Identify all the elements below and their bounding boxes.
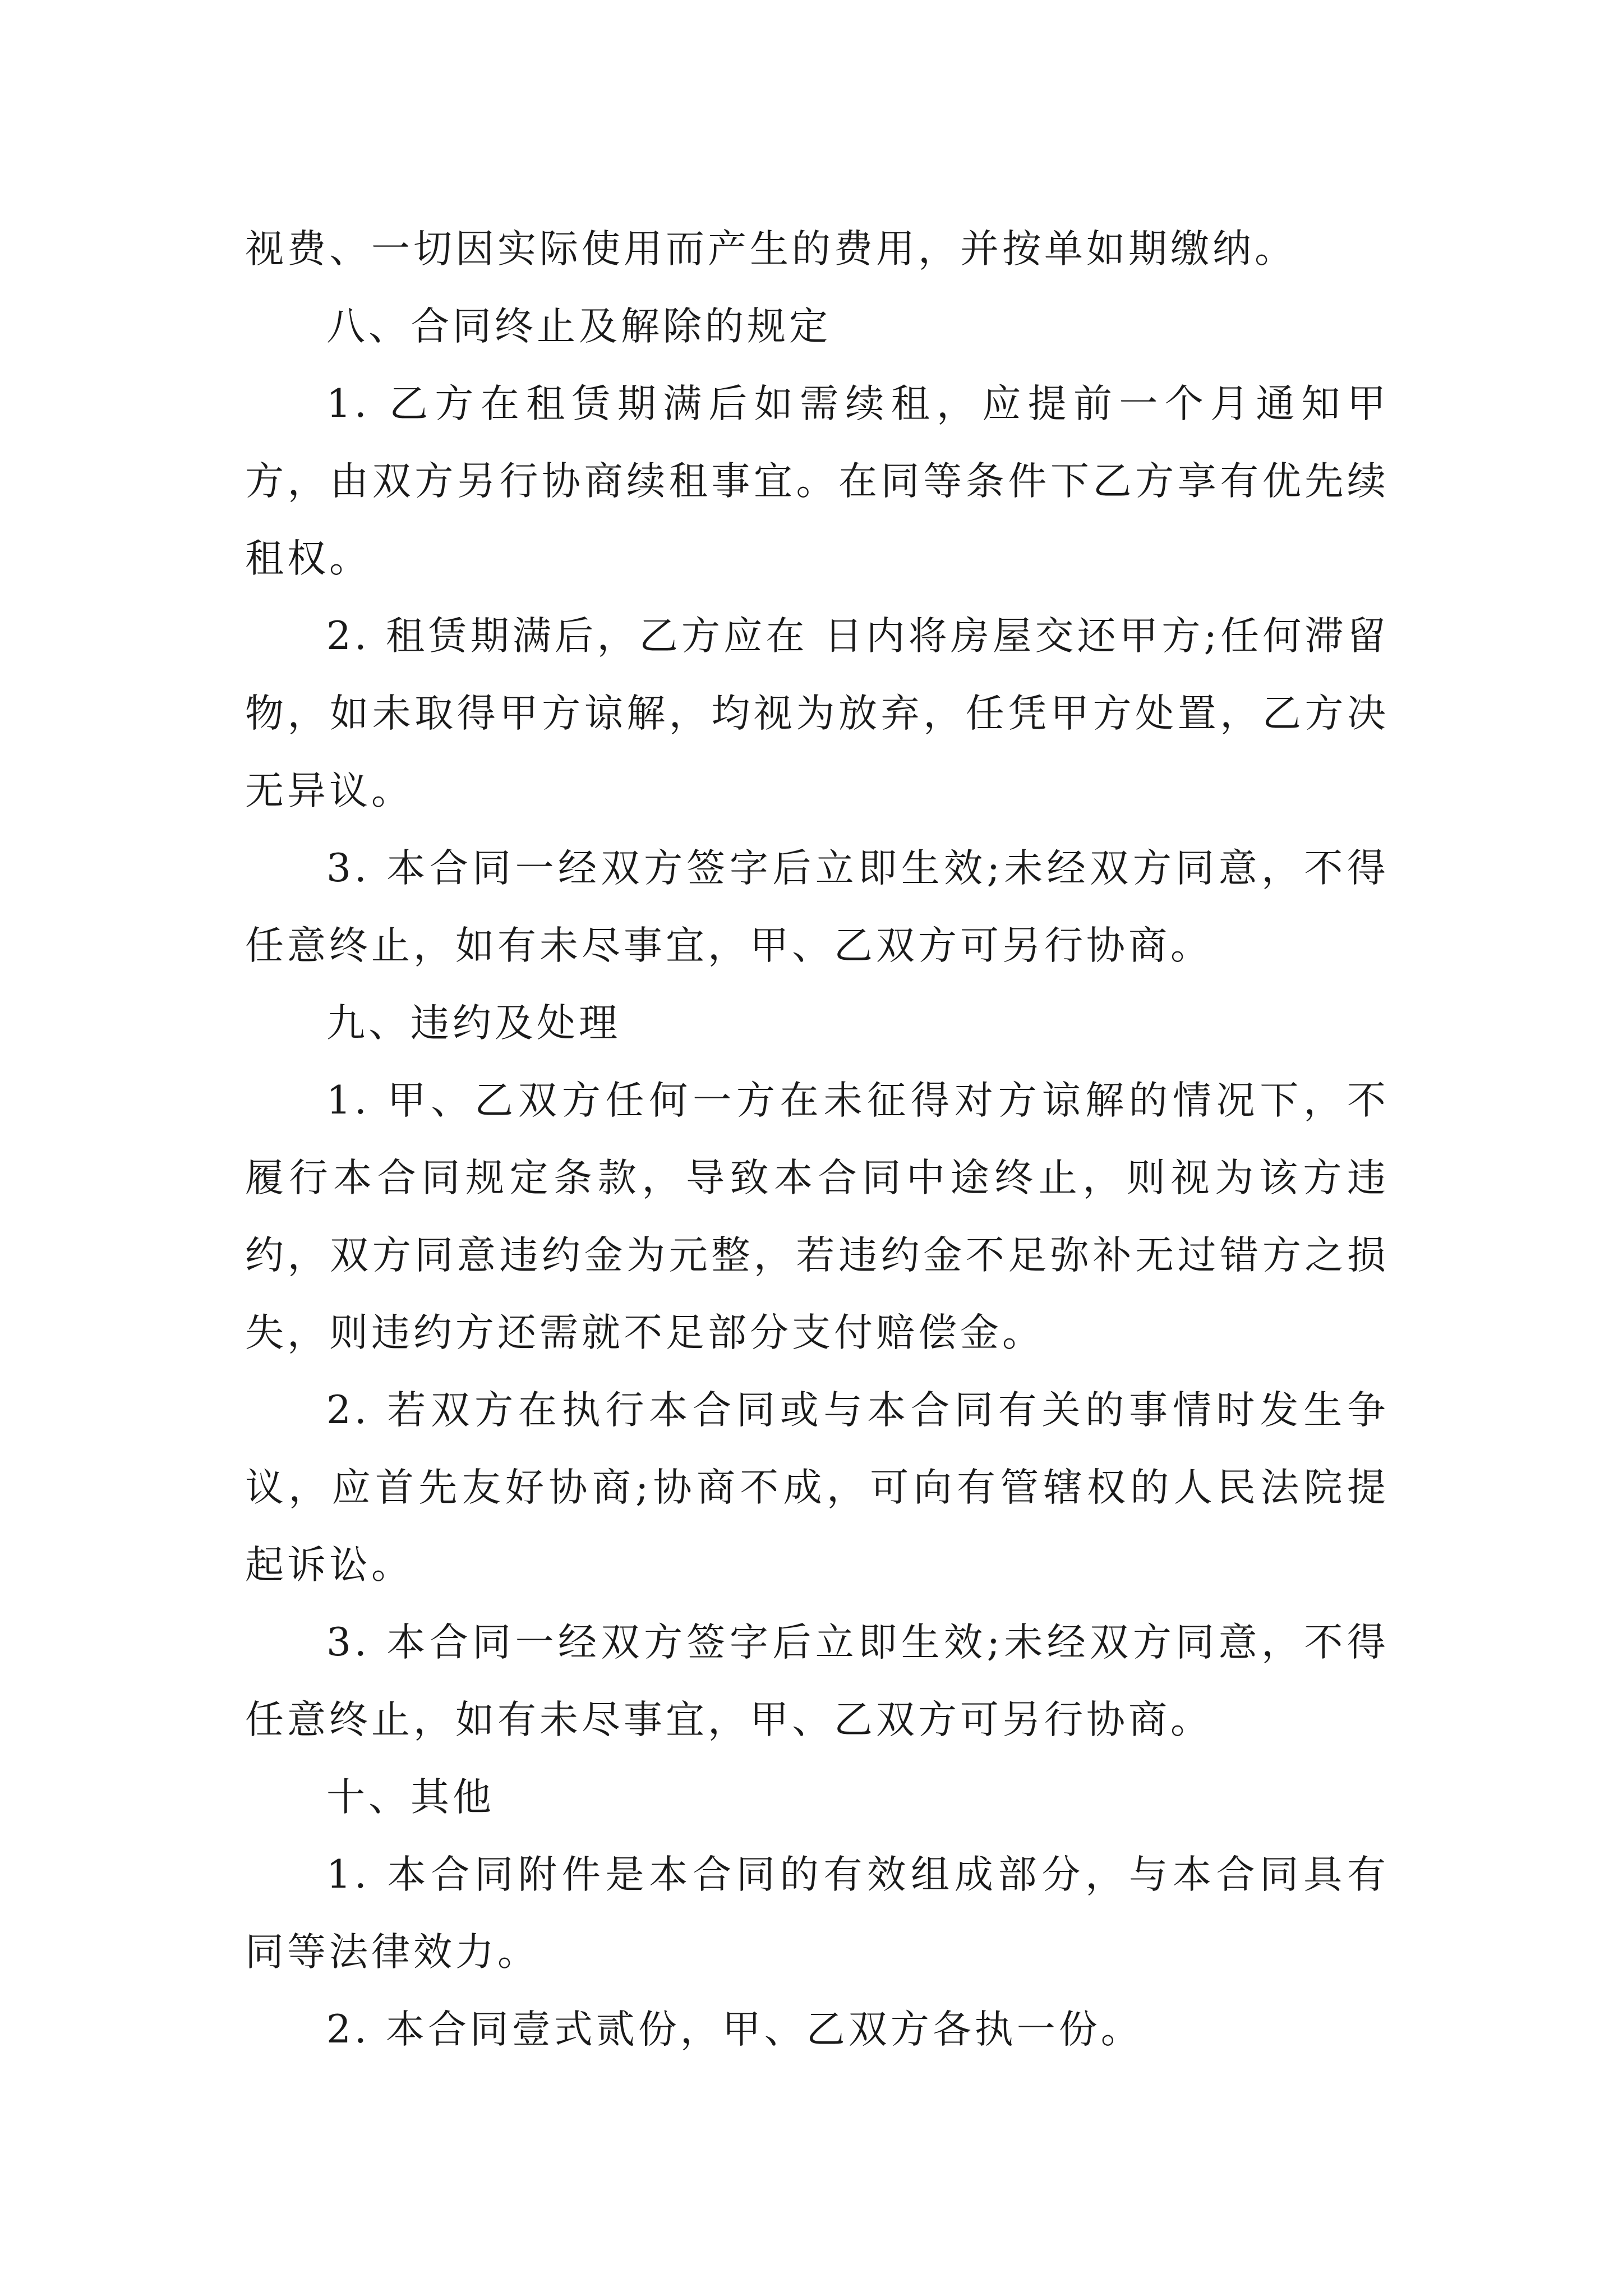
paragraph-continuation: 视费、一切因实际使用而产生的费用，并按单如期缴纳。 (245, 227, 1297, 272)
clause-9-1: 1. 甲、乙双方任何一方在未征得对方谅解的情况下，不履行本合同规定条款，导致本合同中途终止，则视为该方违约，双方同意违约金为元整，若违约金不足弥补无过错方之损失，则违约方还需就不足部分支付赔偿金。 (245, 1078, 1389, 1355)
clause-8-1: 1. 乙方在租赁期满后如需续租，应提前一个月通知甲方，由双方另行协商续租事宜。在同等条件下乙方享有优先续租权。 (245, 381, 1389, 581)
clause-8-2: 2. 租赁期满后，乙方应在 日内将房屋交还甲方;任何滞留物，如未取得甲方谅解，均视为放弃，任凭甲方处置，乙方决无异议。 (245, 614, 1389, 813)
section-heading-10: 十、其他 (326, 1775, 495, 1820)
clause-10-1: 1. 本合同附件是本合同的有效组成部分，与本合同具有同等法律效力。 (245, 1852, 1389, 1975)
section-heading-9: 九、违约及处理 (326, 1001, 621, 1046)
document-body (245, 210, 1389, 2068)
clause-9-2: 2. 若双方在执行本合同或与本合同有关的事情时发生争议，应首先友好协商;协商不成，可向有管辖权的人民法院提起诉讼。 (245, 1388, 1389, 1588)
clause-9-3: 3. 本合同一经双方签字后立即生效;未经双方同意，不得任意终止，如有未尽事宜，甲、乙双方可另行协商。 (245, 1620, 1389, 1742)
clause-8-3: 3. 本合同一经双方签字后立即生效;未经双方同意，不得任意终止，如有未尽事宜，甲、乙双方可另行协商。 (245, 846, 1389, 968)
section-heading-8: 八、合同终止及解除的规定 (326, 304, 831, 349)
clause-10-2: 2. 本合同壹式贰份，甲、乙双方各执一份。 (326, 2007, 1143, 2052)
